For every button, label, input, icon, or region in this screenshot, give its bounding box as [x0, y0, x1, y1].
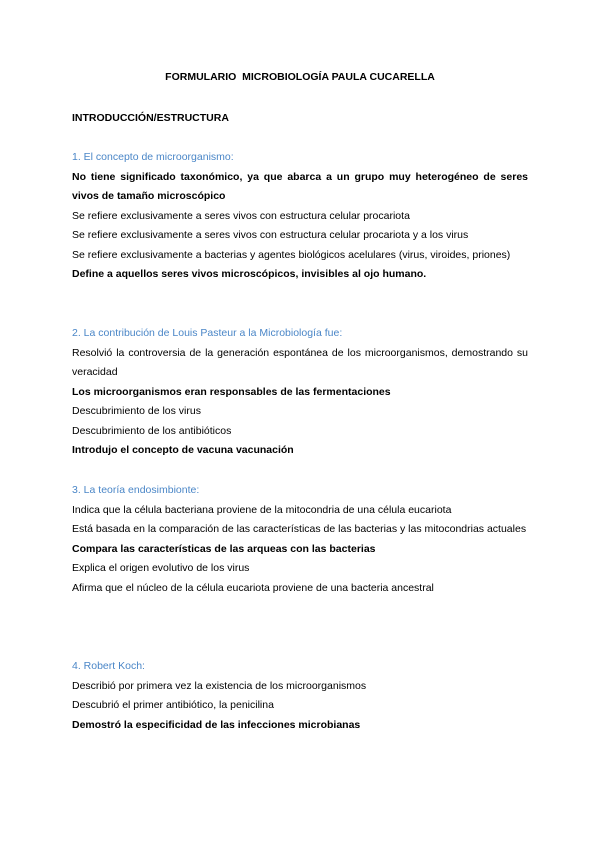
- answer-option: Compara las características de las arqueas con las bacterias: [72, 542, 376, 555]
- document-title: FORMULARIO MICROBIOLOGÍA PAULA CUCARELLA: [165, 71, 435, 83]
- answer-option: Indica que la célula bacteriana proviene de la mitocondria de una célula eucariota: [72, 503, 452, 516]
- answer-option: Descubrimiento de los virus: [72, 405, 201, 417]
- answer-option: Está basada en la comparación de las características de las bacterias y las mitocondrias actuales: [72, 523, 527, 535]
- question-title: 3. La teoría endosimbionte:: [72, 484, 200, 496]
- answer-option: Se refiere exclusivamente a bacterias y agentes biológicos acelulares (virus, viroides, priones): [72, 248, 511, 261]
- section-heading: INTRODUCCIÓN/ESTRUCTURA: [72, 112, 229, 124]
- answer-option: Demostró la especificidad de las infecciones microbianas: [72, 718, 361, 731]
- question-4: [72, 657, 528, 735]
- answer-option: Se refiere exclusivamente a seres vivos con estructura celular procariota: [72, 209, 410, 222]
- question-2: [72, 324, 528, 461]
- question-3: [72, 481, 528, 598]
- question-title: 2. La contribución de Louis Pasteur a la Microbiología fue:: [72, 327, 343, 339]
- answer-option: Introdujo el concepto de vacuna vacunación: [72, 444, 294, 456]
- answer-option: Explica el origen evolutivo de los virus: [72, 562, 250, 574]
- answer-option: No tiene significado taxonómico, ya que abarca a un grupo muy heterogéneo de seres vivos de tamaño microscópico: [72, 170, 528, 202]
- question-title: 4. Robert Koch:: [72, 660, 145, 672]
- answer-option: Resolvió la controversia de la generación espontánea de los microorganismos, demostrando su veracidad: [72, 346, 528, 378]
- answer-option: Describió por primera vez la existencia de los microorganismos: [72, 679, 367, 692]
- question-title: 1. El concepto de microorganismo:: [72, 151, 234, 163]
- answer-option: Descubrimiento de los antibióticos: [72, 424, 232, 437]
- answer-option: Se refiere exclusivamente a seres vivos con estructura celular procariota y a los virus: [72, 229, 469, 241]
- answer-option: Define a aquellos seres vivos microscópicos, invisibles al ojo humano.: [72, 268, 427, 280]
- answer-option: Los microorganismos eran responsables de las fermentaciones: [72, 385, 391, 398]
- answer-option: Afirma que el núcleo de la célula eucariota proviene de una bacteria ancestral: [72, 581, 434, 594]
- answer-option: Descubrió el primer antibiótico, la penicilina: [72, 699, 274, 711]
- question-1: [72, 148, 528, 285]
